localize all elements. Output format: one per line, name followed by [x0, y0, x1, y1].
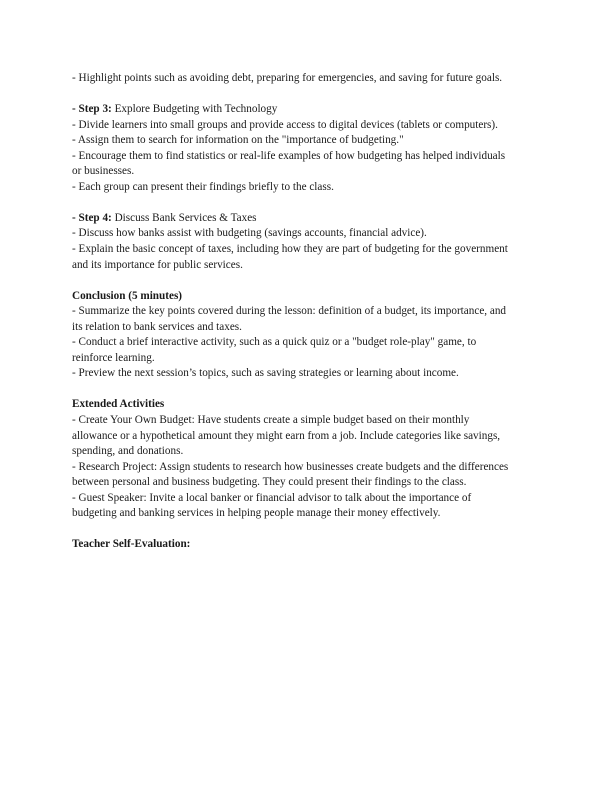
paragraph-gap: [72, 522, 544, 538]
step-3-title: Explore Budgeting with Technology: [111, 103, 278, 116]
paragraph-gap: [72, 87, 544, 103]
step-4-bullet: - Discuss how banks assist with budgeting (savings accounts, financial advice).: [72, 227, 427, 240]
step-4-heading: [72, 211, 544, 227]
step-3-heading: [72, 102, 544, 118]
step-3-bullet-continuation: or businesses.: [72, 165, 135, 178]
conclusion-bullet-continuation: its relation to bank services and taxes.: [72, 320, 242, 333]
step-3-bullet: - Encourage them to find statistics or real-life examples of how budgeting has helped individuals: [72, 149, 506, 162]
step-4-label: - Step 4:: [72, 211, 112, 224]
step-3-section: [72, 102, 544, 195]
step-3-bullet: - Divide learners into small groups and provide access to digital devices (tablets or computers).: [72, 118, 498, 131]
teacher-self-evaluation-section: [72, 537, 544, 553]
conclusion-heading: Conclusion (5 minutes): [72, 289, 183, 302]
teacher-self-evaluation-heading: Teacher Self-Evaluation:: [72, 538, 191, 551]
extended-activities-section: [72, 397, 544, 521]
activity-bullet-continuation: budgeting and banking services in helping people manage their money effectively.: [72, 507, 441, 520]
paragraph-gap: [72, 382, 544, 398]
step-4-bullet: - Explain the basic concept of taxes, including how they are part of budgeting for the government: [72, 243, 508, 256]
conclusion-bullet: - Preview the next session’s topics, such as saving strategies or learning about income.: [72, 367, 459, 380]
paragraph-gap: [72, 273, 544, 289]
step-3-bullet: - Each group can present their findings briefly to the class.: [72, 180, 334, 193]
document-page: [72, 71, 544, 553]
activity-bullet-continuation: allowance or a hypothetical amount they might earn from a job. Include categories like savings,: [72, 429, 501, 442]
conclusion-section: [72, 289, 544, 382]
conclusion-bullet-continuation: reinforce learning.: [72, 351, 155, 364]
extended-activities-heading: Extended Activities: [72, 398, 165, 411]
conclusion-bullet: - Summarize the key points covered during the lesson: definition of a budget, its importance, and: [72, 305, 507, 318]
step-4-section: [72, 211, 544, 273]
conclusion-bullet: - Conduct a brief interactive activity, such as a quick quiz or a "budget role-play" game, to: [72, 336, 477, 349]
activity-bullet-continuation: spending, and donations.: [72, 445, 184, 458]
activity-bullet: - Research Project: Assign students to research how businesses create budgets and the differences: [72, 460, 509, 473]
activity-bullet-continuation: between personal and business budgeting. They could present their findings to the class.: [72, 476, 467, 489]
step-3-label: - Step 3:: [72, 103, 112, 116]
paragraph-gap: [72, 195, 544, 211]
activity-bullet: - Create Your Own Budget: Have students create a simple budget based on their monthly: [72, 414, 470, 427]
activity-bullet: - Guest Speaker: Invite a local banker or financial advisor to talk about the importance of: [72, 491, 472, 504]
step-3-bullet: - Assign them to search for information on the "importance of budgeting.": [72, 134, 404, 147]
text-line: - Highlight points such as avoiding debt, preparing for emergencies, and saving for future goals.: [72, 72, 503, 84]
step-4-bullet-continuation: and its importance for public services.: [72, 258, 243, 271]
step-4-title: Discuss Bank Services & Taxes: [111, 211, 257, 224]
intro-bullet: [72, 71, 544, 87]
